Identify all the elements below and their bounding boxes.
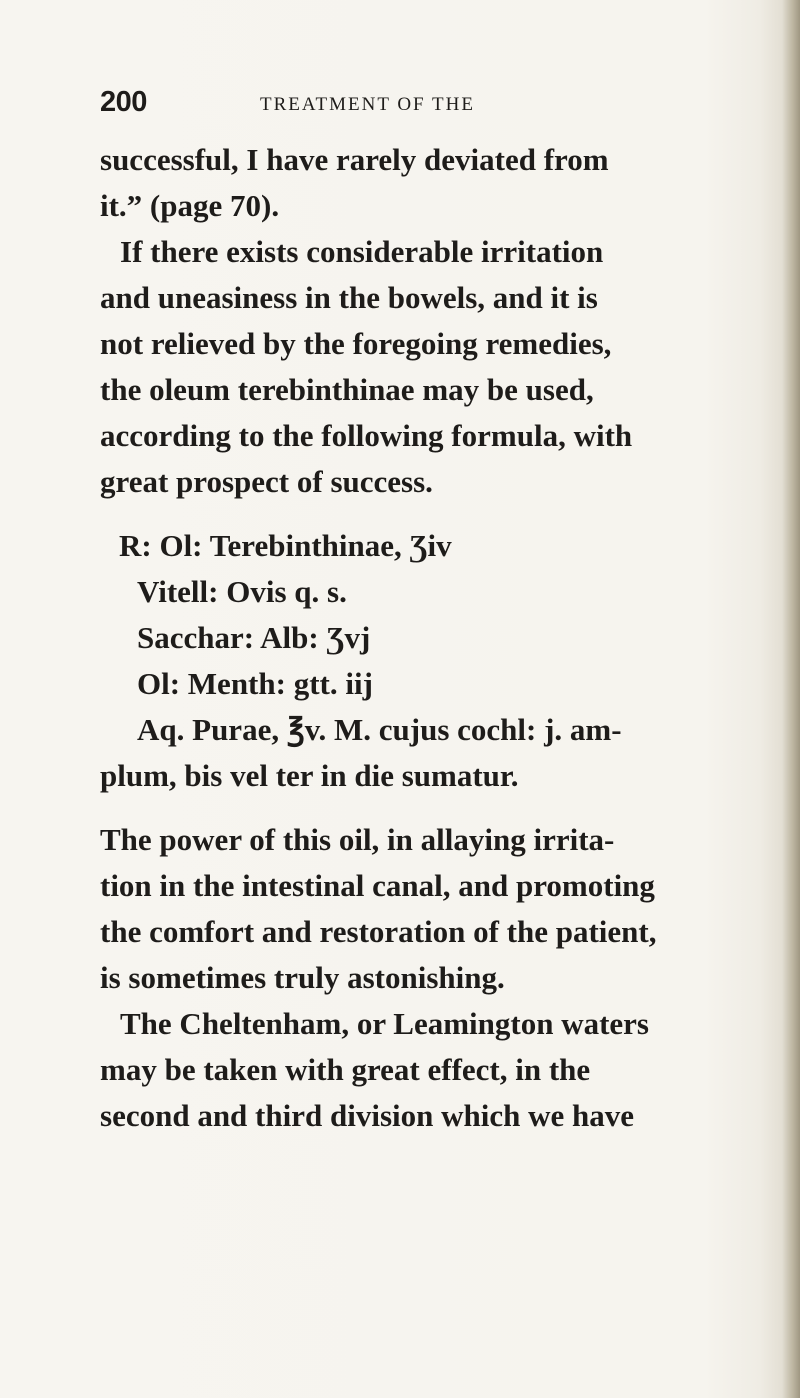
text-line: tion in the intestinal canal, and promoting: [100, 868, 655, 903]
page-edge-shadow: [782, 0, 800, 1398]
page-number: 200: [100, 86, 147, 118]
text-line: great prospect of success.: [100, 464, 433, 499]
text-line: it.” (page 70).: [100, 188, 280, 223]
running-head-title: TREATMENT OF THE: [260, 94, 475, 115]
text-line: the comfort and restoration of the patient,: [100, 914, 657, 949]
text-line: The power of this oil, in allaying irrita-: [100, 822, 615, 857]
paragraph-4: [100, 1001, 715, 1139]
prescription-line: Aq. Purae, ℥v. M. cujus cochl: j. am-: [137, 712, 622, 747]
text-line: If there exists considerable irritation: [120, 234, 604, 269]
text-line: successful, I have rarely deviated from: [100, 142, 609, 177]
text-line: and uneasiness in the bowels, and it is: [100, 280, 598, 315]
paragraph-1: [100, 137, 715, 229]
text-line: not relieved by the foregoing remedies,: [100, 326, 612, 361]
prescription-line: Ol: Menth: gtt. iij: [137, 666, 373, 701]
body-text: [100, 137, 715, 1139]
prescription-formula: [100, 523, 715, 799]
text-line: the oleum terebinthinae may be used,: [100, 372, 594, 407]
text-line: second and third division which we have: [100, 1098, 634, 1133]
text-line: may be taken with great effect, in the: [100, 1052, 591, 1087]
text-line: is sometimes truly astonishing.: [100, 960, 505, 995]
paragraph-3: [100, 817, 715, 1001]
prescription-line: plum, bis vel ter in die sumatur.: [100, 758, 519, 793]
paragraph-2: [100, 229, 715, 505]
text-line: The Cheltenham, or Leamington waters: [120, 1006, 649, 1041]
running-head: [100, 86, 720, 120]
prescription-line: R: Ol: Terebinthinae, Ʒiv: [119, 528, 452, 563]
prescription-line: Sacchar: Alb: Ʒvj: [137, 620, 371, 655]
prescription-line: Vitell: Ovis q. s.: [137, 574, 347, 609]
text-line: according to the following formula, with: [100, 418, 633, 453]
